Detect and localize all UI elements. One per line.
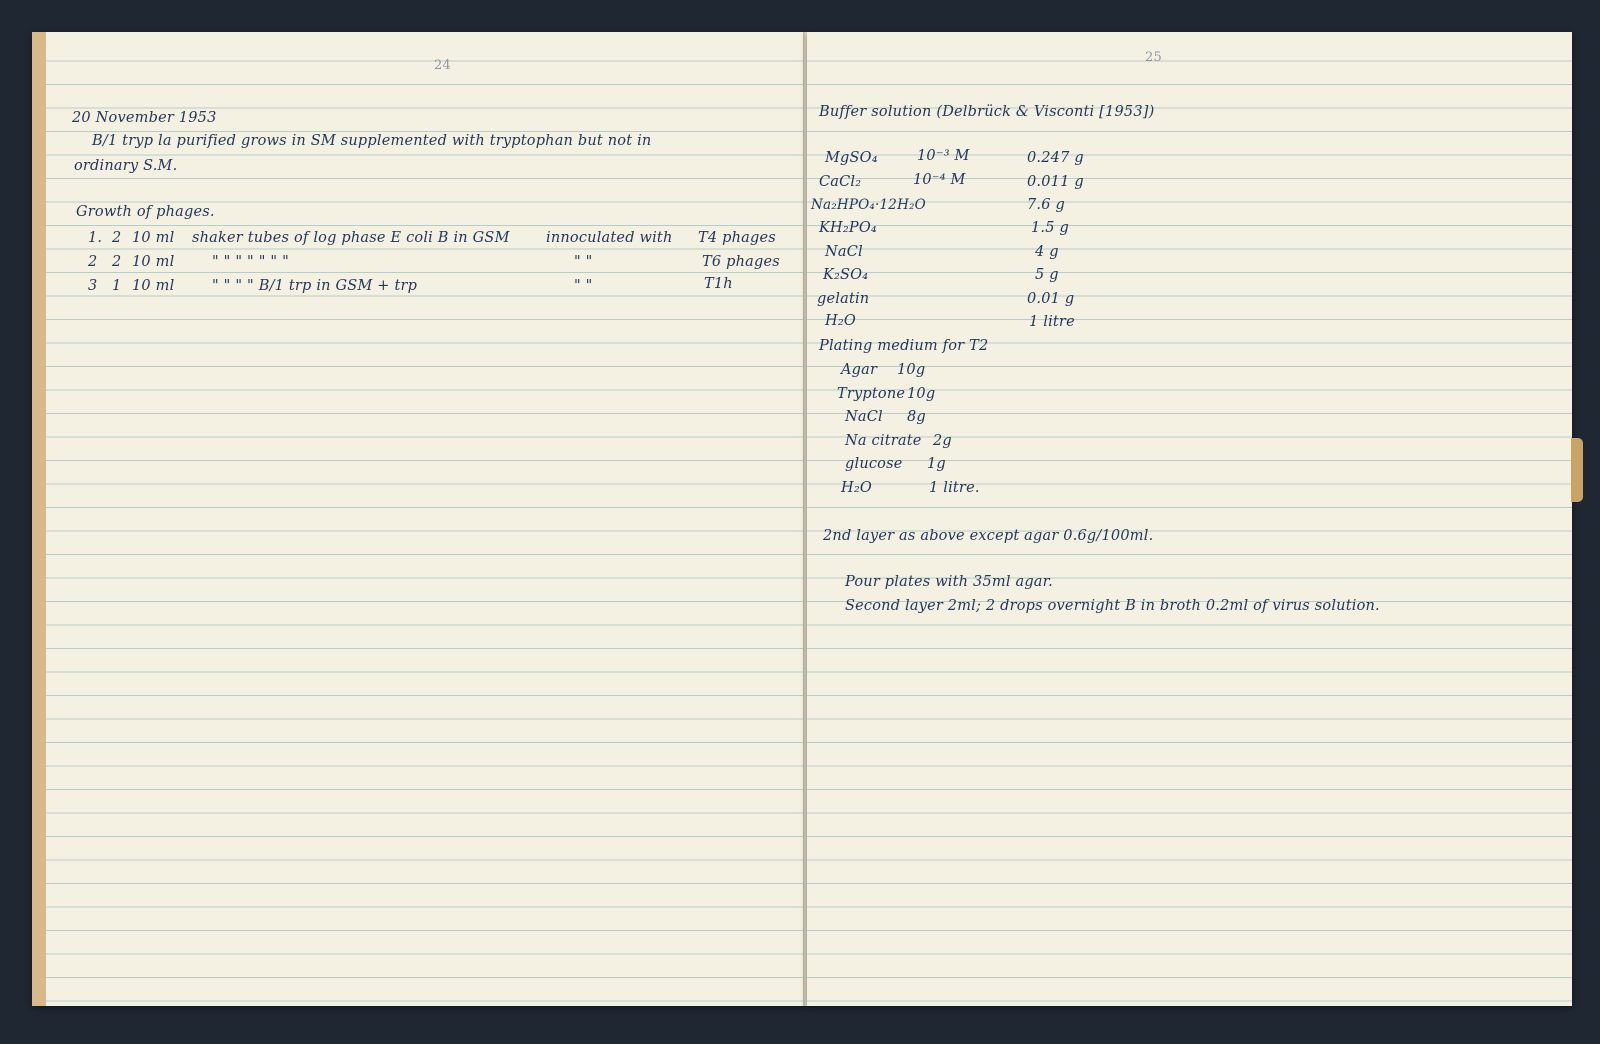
page-number: 24 (434, 58, 451, 73)
row-description: " " " " " " " (212, 254, 289, 270)
row-count: 2 (112, 254, 122, 270)
row-volume: 10 ml (132, 278, 175, 294)
amount: 0.247 g (1027, 150, 1084, 166)
amount: 7.6 g (1027, 197, 1065, 213)
ingredient: glucose (845, 456, 903, 472)
compound: NaCl (825, 244, 863, 260)
row-phage: T4 phages (698, 230, 776, 246)
note-line: B/1 tryp la purified grows in SM supplemented with tryptophan but not in (92, 133, 652, 149)
compound: CaCl₂ (819, 174, 862, 190)
amount: 10g (897, 362, 926, 378)
buffer-title: Buffer solution (Delbrück & Visconti [1953]) (819, 104, 1155, 120)
ingredient: Agar (841, 362, 878, 378)
row-description: shaker tubes of log phase E coli B in GSM (192, 230, 510, 246)
compound: H₂O (825, 313, 856, 329)
row-inoculation: " " (574, 278, 593, 294)
note-line: ordinary S.M. (74, 158, 178, 174)
amount: 1g (927, 456, 946, 472)
row-inoculation: " " (574, 254, 593, 270)
amount: 4 g (1035, 244, 1059, 260)
second-layer-instructions: Second layer 2ml; 2 drops overnight B in broth 0.2ml of virus solution. (845, 598, 1380, 614)
page-number: 25 (1145, 50, 1162, 65)
concentration: 10⁻⁴ M (913, 172, 966, 188)
amount: 8g (907, 409, 926, 425)
row-count: 2 (112, 230, 122, 246)
amount: 0.011 g (1027, 174, 1084, 190)
amount: 1 litre. (929, 480, 980, 496)
row-volume: 10 ml (132, 254, 175, 270)
amount: 5 g (1035, 267, 1059, 283)
compound: gelatin (817, 291, 870, 307)
row-volume: 10 ml (132, 230, 175, 246)
amount: 0.01 g (1027, 291, 1075, 307)
concentration: 10⁻³ M (917, 148, 970, 164)
amount: 10g (907, 386, 936, 402)
row-phage: T1h (704, 276, 733, 292)
left-page (32, 32, 805, 1006)
section-title: Growth of phages. (76, 204, 215, 220)
ingredient: NaCl (845, 409, 883, 425)
row-inoculation: innoculated with (546, 230, 673, 246)
ingredient: H₂O (841, 480, 872, 496)
row-count: 1 (112, 278, 122, 294)
row-index: 1. (88, 230, 103, 246)
compound: K₂SO₄ (823, 267, 869, 283)
ingredient: Tryptone (837, 386, 906, 402)
pour-note: Pour plates with 35ml agar. (845, 574, 1053, 590)
row-index: 2 (88, 254, 98, 270)
compound: MgSO₄ (825, 150, 878, 166)
page-tab (1571, 438, 1583, 502)
right-page (807, 32, 1572, 1006)
compound: Na₂HPO₄·12H₂O (811, 197, 926, 213)
second-layer-note: 2nd layer as above except agar 0.6g/100ml. (823, 528, 1154, 544)
amount: 1 litre (1029, 314, 1075, 330)
plating-title: Plating medium for T2 (819, 338, 989, 354)
row-description: " " " " B/1 trp in GSM + trp (212, 278, 418, 294)
compound: KH₂PO₄ (819, 220, 877, 236)
row-index: 3 (88, 278, 98, 294)
row-phage: T6 phages (702, 254, 780, 270)
amount: 2g (933, 433, 952, 449)
amount: 1.5 g (1031, 220, 1069, 236)
ingredient: Na citrate (845, 433, 922, 449)
entry-date: 20 November 1953 (72, 110, 217, 126)
